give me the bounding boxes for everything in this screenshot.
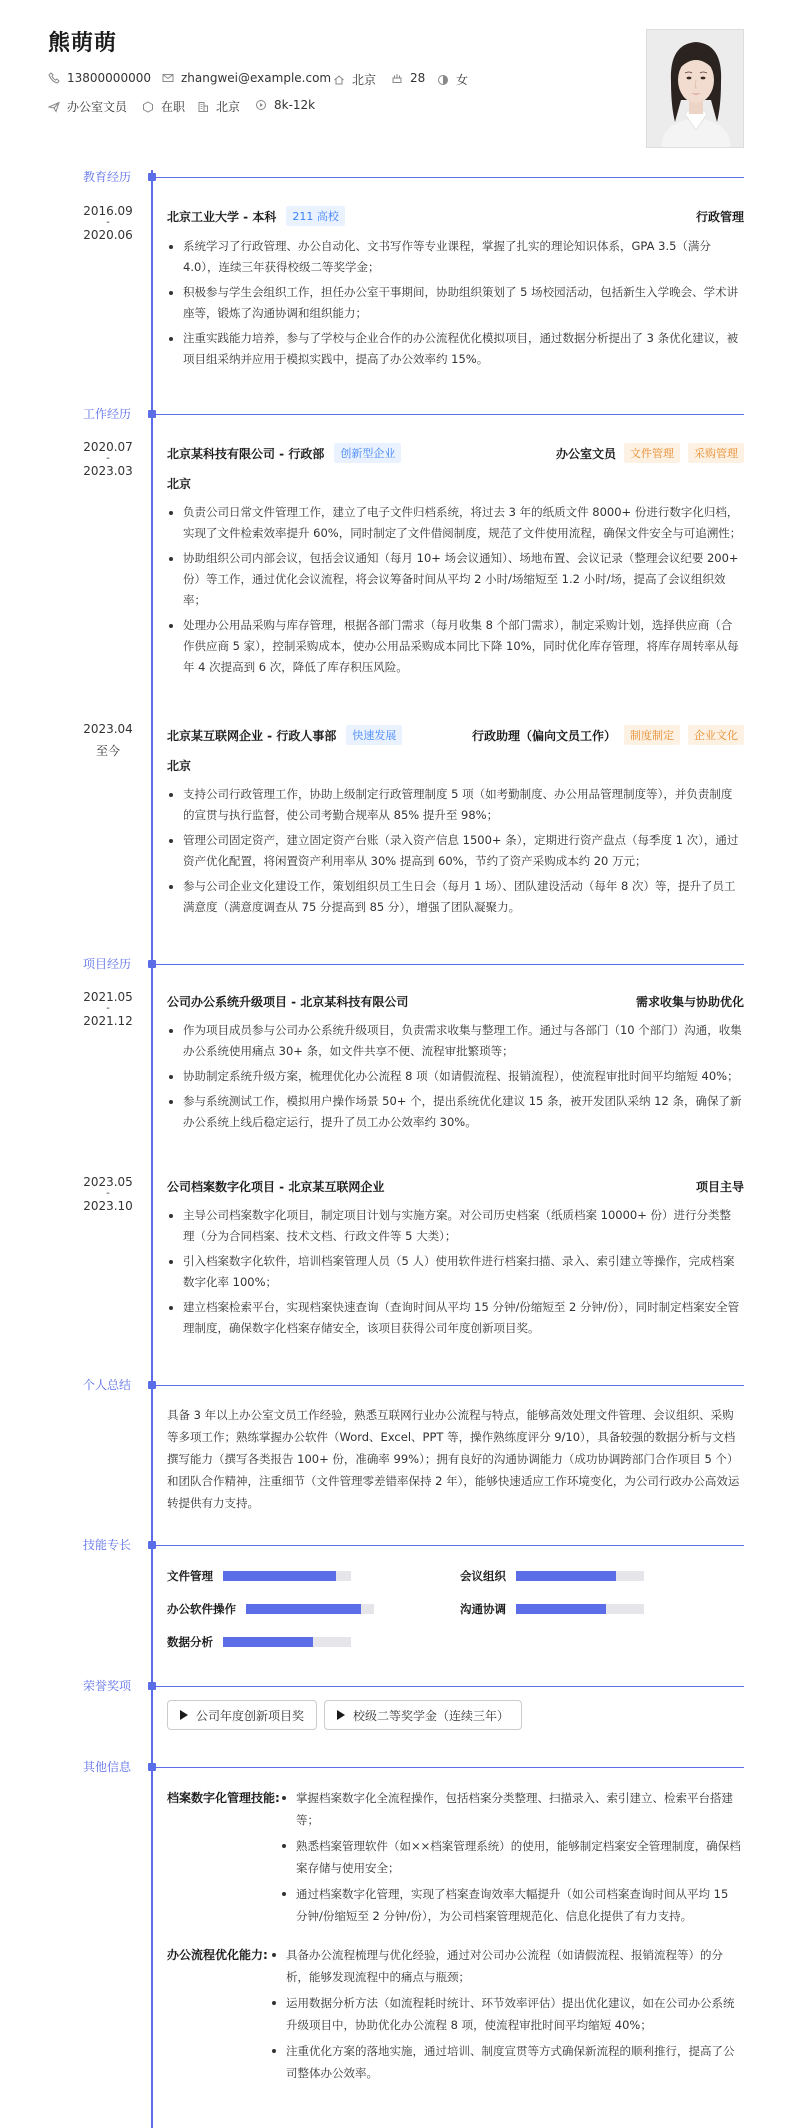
list-item: 运用数据分析方法（如流程耗时统计、环节效率评估）提出优化建议，如在公司办公系统升级项目中，协助优化办公流程 8 项，使流程审批时间平均缩短 40%； <box>270 1992 742 2036</box>
section-divider <box>156 414 744 415</box>
project-1-name: 公司办公系统升级项目 - 北京某科技有限公司 <box>167 995 409 1009</box>
list-item: 建立档案检索平台，实现档案快速查询（查询时间从平均 15 分钟/份缩短至 2 分钟/份），同时制定档案安全管理制度，确保数字化档案存储安全，该项目获得公司年度创新项目奖。 <box>167 1297 742 1339</box>
list-item: 参与公司企业文化建设工作，策划组织员工生日会（每月 1 场）、团队建设活动（每年 8 次）等，提升了员工满意度（满意度调查从 75 分提高到 85 分），增强了团队凝聚力。 <box>167 876 742 918</box>
email-info <box>162 71 331 85</box>
skill-name: 数据分析 <box>167 1635 213 1649</box>
skill-bar <box>516 1604 644 1614</box>
status-info <box>142 98 185 115</box>
section-marker <box>148 410 156 418</box>
list-item: 系统学习了行政管理、办公自动化、文书写作等专业课程，掌握了扎实的理论知识体系，GPA 3.5（满分4.0），连续三年获得校级二等奖学金； <box>167 236 742 278</box>
gender-text: 女 <box>456 73 469 87</box>
phone-icon <box>48 72 60 84</box>
cake-icon <box>391 72 403 84</box>
skill-row <box>460 1568 644 1584</box>
education-end: 2020.06 <box>83 228 133 242</box>
project-2-dates: 2023.05 - 2023.10 <box>83 1175 133 1213</box>
list-item: 注重实践能力培养，参与了学校与企业合作的办公流程优化模拟项目，通过数据分析提出了 3 条优化建议，被项目组采纳并应用于模拟实践中，提高了办公效率约 15%。 <box>167 328 742 370</box>
education-header <box>167 206 744 226</box>
skill-name: 文件管理 <box>167 1569 213 1583</box>
skill-bar <box>246 1604 374 1614</box>
section-title-education: 教育经历 <box>82 170 131 184</box>
section-divider <box>156 964 744 965</box>
project-2-role: 项目主导 <box>695 1180 744 1194</box>
section-title-work: 工作经历 <box>82 407 131 421</box>
salary-text: 8k-12k <box>274 98 316 112</box>
education-start: 2016.09 <box>83 204 133 218</box>
project-1-start: 2021.05 <box>83 990 133 1004</box>
work-1-bullets <box>167 502 742 682</box>
list-item: 管理公司固定资产，建立固定资产台账（录入资产信息 1500+ 条），定期进行资产盘点（每季度 1 次），通过资产优化配置，将闲置资产利用率从 30% 提高到 60%，节约了资产采购成本约 20 万元； <box>167 830 742 872</box>
section-divider <box>156 1545 744 1546</box>
hexagon-icon <box>142 101 154 113</box>
work-1-role-tag: 采购管理 <box>688 443 744 463</box>
age-text: 28 <box>410 71 426 85</box>
send-icon <box>48 101 60 113</box>
project-2-name: 公司档案数字化项目 - 北京某互联网企业 <box>167 1180 385 1194</box>
section-title-skills: 技能专长 <box>82 1538 131 1552</box>
skill-bar-fill <box>516 1571 616 1581</box>
project-1-header <box>167 993 744 1010</box>
section-marker <box>148 1763 156 1771</box>
phone-text: 13800000000 <box>67 71 151 85</box>
section-divider <box>156 1767 744 1768</box>
skill-row <box>460 1601 644 1617</box>
skill-bar <box>516 1571 644 1581</box>
skill-bar <box>223 1571 351 1581</box>
other-list <box>280 1787 742 1931</box>
work-2-role-tag: 制度制定 <box>624 725 680 745</box>
project-1-dates: 2021.05 - 2021.12 <box>83 990 133 1028</box>
education-major: 行政管理 <box>695 209 744 224</box>
play-icon <box>180 1710 188 1720</box>
work-2-company: 北京某互联网企业 - 行政人事部 <box>167 728 337 743</box>
gender-info <box>437 71 468 88</box>
mail-icon <box>162 72 174 84</box>
section-divider <box>156 1686 744 1687</box>
section-divider <box>156 1385 744 1386</box>
skill-bar-fill <box>246 1604 361 1614</box>
list-item: 负责公司日常文件管理工作，建立了电子文件归档系统，将过去 3 年的纸质文件 8000+ 份进行数字化归档，实现了文件检索效率提升 60%，同时制定了文件借阅制度，规范了文件使用流程，确保文件安全与可追溯性； <box>167 502 742 544</box>
work-1-start: 2020.07 <box>83 440 133 454</box>
skill-row <box>167 1601 374 1617</box>
list-item: 支持公司行政管理工作，协助上级制定行政管理制度 5 项（如考勤制度、办公用品管理制度等），并负责制度的宣贯与执行监督，使公司考勤合规率从 85% 提升至 98%； <box>167 784 742 826</box>
email-text: zhangwei@example.com <box>181 71 332 85</box>
work-2-end: 至今 <box>95 744 120 758</box>
candidate-name: 熊萌萌 <box>48 31 118 56</box>
section-marker <box>148 960 156 968</box>
location-info <box>333 71 376 88</box>
list-item: 引入档案数字化软件，培训档案管理人员（5 人）使用软件进行档案扫描、录入、索引建立等操作，完成档案数字化率 100%； <box>167 1251 742 1293</box>
education-bullets <box>167 236 742 374</box>
section-marker <box>148 1381 156 1389</box>
position-info <box>48 98 127 115</box>
skill-bar-fill <box>223 1571 336 1581</box>
section-marker <box>148 173 156 181</box>
section-title-awards: 荣誉奖项 <box>82 1679 131 1693</box>
work-1-role-tag: 文件管理 <box>624 443 680 463</box>
work-1-company: 北京某科技有限公司 - 行政部 <box>167 446 325 461</box>
timeline-line <box>151 170 153 2128</box>
award-text: 校级二等奖学金（连续三年） <box>353 1708 510 1723</box>
section-marker <box>148 1682 156 1690</box>
section-divider <box>156 177 744 178</box>
work-2-city: 北京 <box>167 759 192 773</box>
building-icon <box>197 101 209 113</box>
target-city-text: 北京 <box>216 100 241 114</box>
skill-row <box>167 1568 351 1584</box>
list-item: 熟悉档案管理软件（如××档案管理系统）的使用，能够制定档案安全管理制度，确保档案存储与使用安全； <box>280 1835 742 1879</box>
project-1-bullets <box>167 1020 742 1137</box>
skill-row <box>167 1634 351 1650</box>
work-1-dates: 2020.07 - 2023.03 <box>83 440 133 478</box>
list-item: 主导公司档案数字化项目，制定项目计划与实施方案。对公司历史档案（纸质档案 10000+ 份）进行分类整理（分为合同档案、技术文档、行政文件等 5 大类）； <box>167 1205 742 1247</box>
education-tag: 211 高校 <box>286 206 345 226</box>
work-1-role: 办公室文员 <box>555 446 616 461</box>
project-2-bullets <box>167 1205 742 1343</box>
skill-bar-fill <box>516 1604 606 1614</box>
skill-name: 会议组织 <box>460 1569 506 1583</box>
profile-photo <box>646 29 744 148</box>
section-title-other: 其他信息 <box>82 1760 131 1774</box>
work-2-start: 2023.04 <box>83 722 133 736</box>
list-item: 注重优化方案的落地实施，通过培训、制度宣贯等方式确保新流程的顺利推行，提高了公司整体办公效率。 <box>270 2040 742 2084</box>
list-item: 积极参与学生会组织工作，担任办公室干事期间，协助组织策划了 5 场校园活动，包括新生入学晚会、学术讲座等，锻炼了沟通协调和组织能力； <box>167 282 742 324</box>
play-icon <box>337 1710 345 1720</box>
award-badge <box>324 1700 522 1730</box>
skill-name: 沟通协调 <box>460 1602 506 1616</box>
summary-text: 具备 3 年以上办公室文员工作经验，熟悉互联网行业办公流程与特点，能够高效处理文件管理、会议组织、采购等多项工作；熟练掌握办公软件（Word、Excel、PPT 等，操作熟练度评分 9/10），具备较强的数据分析与文档撰写能力（撰写各类报告 100+ 份，准确率 99%）；拥有良好的沟通协调能力（成功协调跨部门合作项目 5 个）和团队合作精神，注重细节（文件管理零差错率保持 2 年），能够快速适应工作环境变化，为公司行政办公高效运转提供有力支持。 <box>167 1408 740 1510</box>
work-2-role: 行政助理（偏向文员工作） <box>471 728 616 743</box>
award-badge <box>167 1700 317 1730</box>
work-2-bullets <box>167 784 742 922</box>
project-2-start: 2023.05 <box>83 1175 133 1189</box>
project-1-end: 2021.12 <box>83 1014 133 1028</box>
location-text: 北京 <box>352 73 377 87</box>
list-item: 具备办公流程梳理与优化经验，通过对公司办公流程（如请假流程、报销流程等）的分析，能够发现流程中的痛点与瓶颈； <box>270 1944 742 1988</box>
age-info <box>391 71 425 85</box>
list-item: 参与系统测试工作，模拟用户操作场景 50+ 个，提出系统优化建议 15 条，被开发团队采纳 12 条，确保了新办公系统上线后稳定运行，提升了员工办公效率约 30%。 <box>167 1091 742 1133</box>
phone-info <box>48 71 151 85</box>
work-1-city: 北京 <box>167 477 192 491</box>
target-city-info <box>197 98 240 115</box>
home-icon <box>333 74 345 86</box>
education-dates: 2016.09 - 2020.06 <box>83 204 133 242</box>
project-2-end: 2023.10 <box>83 1199 133 1213</box>
section-marker <box>148 1541 156 1549</box>
education-school: 北京工业大学 - 本科 <box>167 209 277 224</box>
work-1-header <box>167 443 744 463</box>
section-title-project: 项目经历 <box>82 957 131 971</box>
skill-bar <box>223 1637 351 1647</box>
other-list <box>270 1944 742 2088</box>
status-text: 在职 <box>161 100 186 114</box>
list-item: 作为项目成员参与公司办公系统升级项目，负责需求收集与整理工作。通过与各部门（10 个部门）沟通，收集办公系统使用痛点 30+ 条，如文件共享不便、流程审批繁琐等； <box>167 1020 742 1062</box>
skill-name: 办公软件操作 <box>167 1602 236 1616</box>
work-1-tag: 创新型企业 <box>334 443 401 463</box>
gender-icon <box>437 74 449 86</box>
section-title-summary: 个人总结 <box>82 1378 131 1392</box>
list-item: 掌握档案数字化全流程操作，包括档案分类整理、扫描录入、索引建立、检索平台搭建等； <box>280 1787 742 1831</box>
play-circle-icon <box>255 99 267 111</box>
position-text: 办公室文员 <box>67 100 128 114</box>
award-text: 公司年度创新项目奖 <box>196 1708 305 1723</box>
work-2-header <box>167 725 744 745</box>
work-1-end: 2023.03 <box>83 464 133 478</box>
work-2-tag: 快速发展 <box>346 725 402 745</box>
list-item: 协助制定系统升级方案，梳理优化办公流程 8 项（如请假流程、报销流程），使流程审批时间平均缩短 40%； <box>167 1066 742 1087</box>
work-2-role-tag: 企业文化 <box>688 725 744 745</box>
project-1-role: 需求收集与协助优化 <box>635 995 744 1009</box>
list-item: 处理办公用品采购与库存管理，根据各部门需求（每月收集 8 个部门需求），制定采购计划，选择供应商（合作供应商 5 家），控制采购成本，使办公用品采购成本同比下降 10%，同时优化库存管理，将库存周转率从每年 4 次提高到 6 次，降低了库存积压风险。 <box>167 615 742 678</box>
list-item: 通过档案数字化管理，实现了档案查询效率大幅提升（如公司档案查询时间从平均 15 分钟/份缩短至 2 分钟/份），为公司档案管理规范化、信息化提供了有力支持。 <box>280 1883 742 1927</box>
other-label: 档案数字化管理技能: <box>167 1791 280 1805</box>
project-2-header <box>167 1178 744 1195</box>
salary-info <box>255 98 315 112</box>
work-2-dates <box>72 720 144 760</box>
other-label: 办公流程优化能力: <box>167 1948 268 1962</box>
list-item: 协助组织公司内部会议，包括会议通知（每月 10+ 场会议通知）、场地布置、会议记录（整理会议纪要 200+ 份）等工作，通过优化会议流程，将会议筹备时间从平均 2 小时/场缩短至 1.2 小时/场，提高了会议组织效率； <box>167 548 742 611</box>
skill-bar-fill <box>223 1637 313 1647</box>
